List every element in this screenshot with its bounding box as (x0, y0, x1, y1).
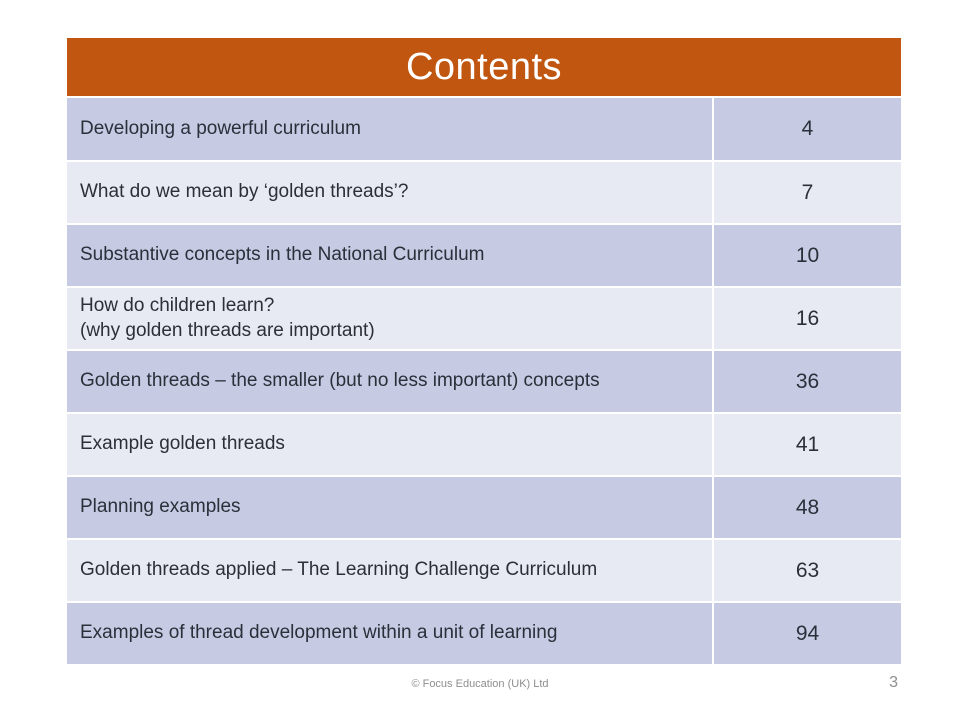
copyright-text: © Focus Education (UK) Ltd (411, 678, 549, 690)
contents-page-number: 94 (713, 602, 901, 665)
contents-topic: Golden threads applied – The Learning Challenge Curriculum (67, 539, 713, 602)
slide-title-bar (67, 38, 901, 96)
table-row[interactable] (67, 602, 901, 665)
contents-topic: Golden threads – the smaller (but no less important) concepts (67, 350, 713, 413)
contents-topic: Example golden threads (67, 413, 713, 476)
contents-page-number: 48 (713, 476, 901, 539)
contents-topic: Substantive concepts in the National Curriculum (67, 224, 713, 287)
contents-topic: Planning examples (67, 476, 713, 539)
contents-table (67, 98, 901, 666)
table-row[interactable] (67, 476, 901, 539)
table-row[interactable] (67, 161, 901, 224)
contents-table-body (67, 98, 901, 665)
slide-footer (0, 672, 960, 708)
contents-page-number: 10 (713, 224, 901, 287)
contents-page-number: 41 (713, 413, 901, 476)
contents-page-number: 36 (713, 350, 901, 413)
contents-topic: How do children learn? (why golden threads are important) (67, 287, 713, 350)
contents-page-number: 4 (713, 98, 901, 161)
contents-topic: Developing a powerful curriculum (67, 98, 713, 161)
contents-page-number: 16 (713, 287, 901, 350)
table-row[interactable] (67, 539, 901, 602)
table-row[interactable] (67, 350, 901, 413)
contents-topic: Examples of thread development within a unit of learning (67, 602, 713, 665)
table-row[interactable] (67, 98, 901, 161)
contents-page-number: 7 (713, 161, 901, 224)
contents-topic: What do we mean by ‘golden threads’? (67, 161, 713, 224)
table-row[interactable] (67, 413, 901, 476)
table-row[interactable] (67, 287, 901, 350)
slide-number: 3 (889, 674, 898, 691)
page-title: Contents (405, 46, 563, 88)
contents-page-number: 63 (713, 539, 901, 602)
table-row[interactable] (67, 224, 901, 287)
